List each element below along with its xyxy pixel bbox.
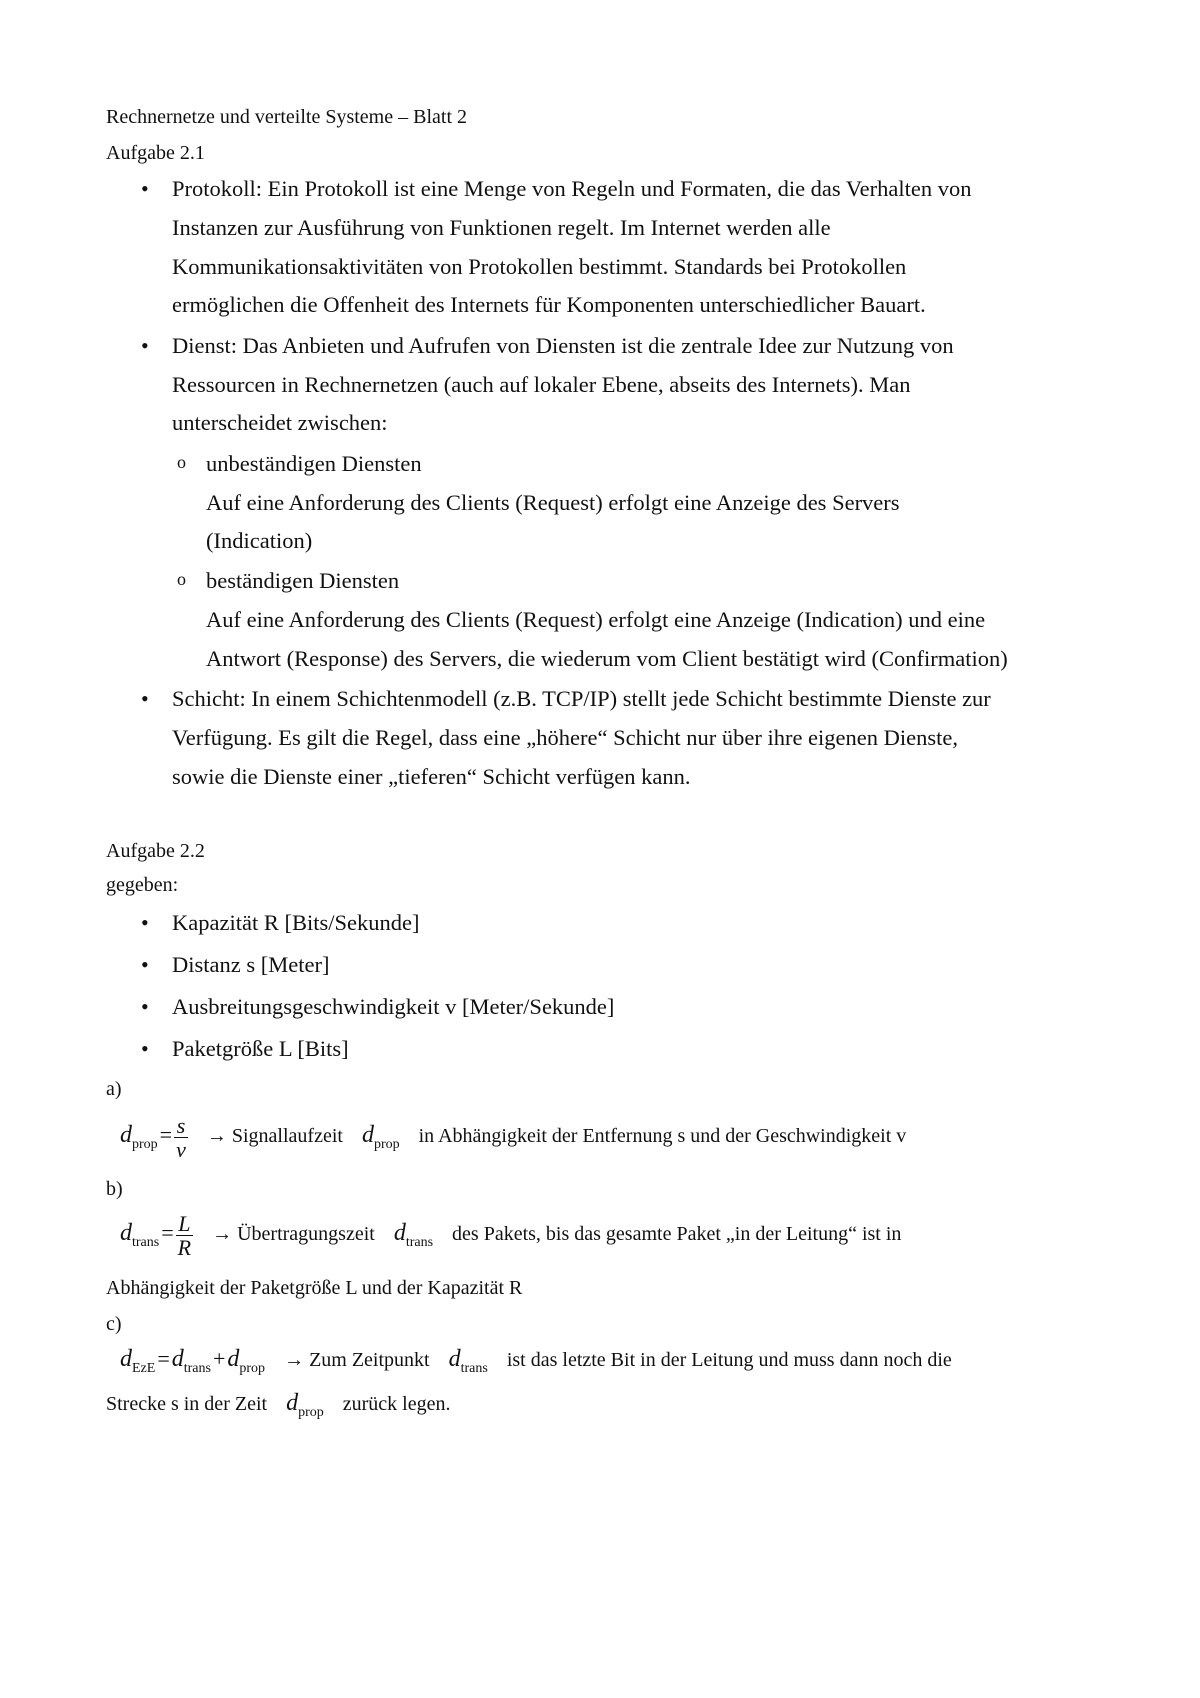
formula-b-text-3: Abhängigkeit der Paketgröße L und der Kapazität R — [106, 1277, 523, 1299]
formula-b-text-1: → Übertragungszeit — [212, 1223, 375, 1246]
given-item-capacity: Kapazität R [Bits/Sekunde] — [172, 910, 420, 935]
unbestaendig-line-1: Auf eine Anforderung des Clients (Request) erfolgt eine Anzeige des Servers — [206, 490, 900, 515]
schicht-line-3: sowie die Dienste einer „tieferen“ Schicht verfügen kann. — [172, 764, 691, 789]
section-heading-2-1: Aufgabe 2.1 — [106, 142, 205, 164]
formula-b-sub: trans — [132, 1235, 160, 1251]
formula-b-equals: = — [161, 1220, 174, 1246]
formula-c-sub-prop-inline: prop — [298, 1405, 324, 1420]
formula-a-equals: = — [159, 1122, 173, 1148]
formula-b-d: d — [120, 1220, 132, 1247]
formula-b-text-2: des Pakets, bis das gesamte Paket „in der Leitung“ ist in — [452, 1223, 902, 1246]
formula-a-text-2: in Abhängigkeit der Entfernung s und der Geschwindigkeit v — [418, 1125, 907, 1148]
bestaendig-line-2: Antwort (Response) des Servers, die wiederum vom Client bestätigt wird (Confirmation) — [206, 646, 1008, 671]
formula-a-sub-inline: prop — [373, 1137, 400, 1153]
formula-c — [120, 1346, 952, 1377]
unbestaendig-line-2: (Indication) — [206, 528, 313, 553]
formula-a-text-1: → Signallaufzeit — [206, 1125, 343, 1148]
given-item-speed: Ausbreitungsgeschwindigkeit v [Meter/Sekunde] — [172, 994, 615, 1019]
formula-c-text-3: Strecke s in der Zeit — [106, 1393, 268, 1415]
formula-b — [120, 1212, 901, 1259]
formula-a — [120, 1114, 906, 1161]
formula-c-sub-inline: trans — [460, 1361, 488, 1376]
formula-c-text-2: ist das letzte Bit in der Leitung und muss dann noch die — [506, 1349, 952, 1371]
bullet: • — [141, 910, 149, 935]
bestaendig-line-1: Auf eine Anforderung des Clients (Request) erfolgt eine Anzeige (Indication) und eine — [206, 607, 986, 632]
document-title: Rechnernetze und verteilte Systeme – Blatt 2 — [106, 106, 467, 128]
given-item-packet-size: Paketgröße L [Bits] — [172, 1036, 349, 1061]
formula-c-d-trans: d — [171, 1346, 184, 1372]
given-label: gegeben: — [106, 874, 179, 896]
formula-c-equals: = — [157, 1346, 170, 1371]
sub-bullet: o — [177, 452, 186, 472]
formula-c-text-1: → Zum Zeitpunkt — [284, 1349, 430, 1371]
sub-bullet: o — [177, 569, 186, 589]
formula-a-numerator: s — [174, 1114, 188, 1138]
formula-b-numerator: L — [176, 1212, 193, 1236]
formula-c-sub-ete: EzE — [132, 1361, 156, 1376]
bullet: • — [141, 994, 149, 1019]
bestaendig-title: beständigen Diensten — [206, 568, 400, 593]
formula-b-fraction — [176, 1212, 193, 1259]
formula-a-d-inline: d — [361, 1122, 374, 1149]
part-c-label: c) — [106, 1313, 122, 1335]
formula-a-d: d — [120, 1122, 132, 1149]
part-b-label: b) — [106, 1178, 123, 1200]
formula-c-d-ete: d — [120, 1346, 132, 1372]
formula-a-sub: prop — [132, 1137, 158, 1153]
formula-b-sub-inline: trans — [405, 1235, 434, 1251]
formula-b-d-inline: d — [393, 1220, 406, 1247]
bullet: • — [141, 952, 149, 977]
formula-c-plus: + — [212, 1346, 226, 1371]
given-item-distance: Distanz s [Meter] — [172, 952, 330, 977]
formula-c-d-inline: d — [448, 1346, 461, 1372]
formula-c-continuation — [106, 1390, 450, 1421]
bullet: • — [141, 333, 149, 358]
formula-c-d-prop: d — [227, 1346, 240, 1372]
bullet: • — [141, 686, 149, 711]
protokoll-line-3: Kommunikationsaktivitäten von Protokollen bestimmt. Standards bei Protokollen — [172, 254, 907, 279]
formula-c-sub-prop: prop — [239, 1361, 266, 1376]
part-a-label: a) — [106, 1078, 122, 1100]
formula-b-denominator: R — [177, 1235, 192, 1261]
formula-c-text-4: zurück legen. — [342, 1393, 451, 1415]
formula-a-denominator: v — [176, 1137, 186, 1163]
protokoll-line-2: Instanzen zur Ausführung von Funktionen regelt. Im Internet werden alle — [172, 215, 831, 240]
dienst-line-1: Dienst: Das Anbieten und Aufrufen von Diensten ist die zentrale Idee zur Nutzung von — [172, 333, 954, 358]
dienst-line-3: unterscheidet zwischen: — [172, 410, 388, 435]
protokoll-line-4: ermöglichen die Offenheit des Internets für Komponenten unterschiedlicher Bauart. — [172, 292, 926, 317]
protokoll-line-1: Protokoll: Ein Protokoll ist eine Menge von Regeln und Formaten, die das Verhalten von — [172, 176, 972, 201]
formula-a-fraction — [174, 1114, 188, 1161]
unbestaendig-title: unbeständigen Diensten — [206, 451, 422, 476]
schicht-line-2: Verfügung. Es gilt die Regel, dass eine „höhere“ Schicht nur über ihre eigenen Dienste, — [172, 725, 958, 750]
section-heading-2-2: Aufgabe 2.2 — [106, 840, 205, 862]
dienst-line-2: Ressourcen in Rechnernetzen (auch auf lokaler Ebene, abseits des Internets). Man — [172, 372, 911, 397]
bullet: • — [141, 1036, 149, 1061]
formula-c-d-prop-inline: d — [286, 1390, 299, 1416]
bullet: • — [141, 176, 149, 201]
schicht-line-1: Schicht: In einem Schichtenmodell (z.B. TCP/IP) stellt jede Schicht bestimmte Dienste zur — [172, 686, 991, 711]
formula-c-sub-trans: trans — [183, 1361, 211, 1376]
